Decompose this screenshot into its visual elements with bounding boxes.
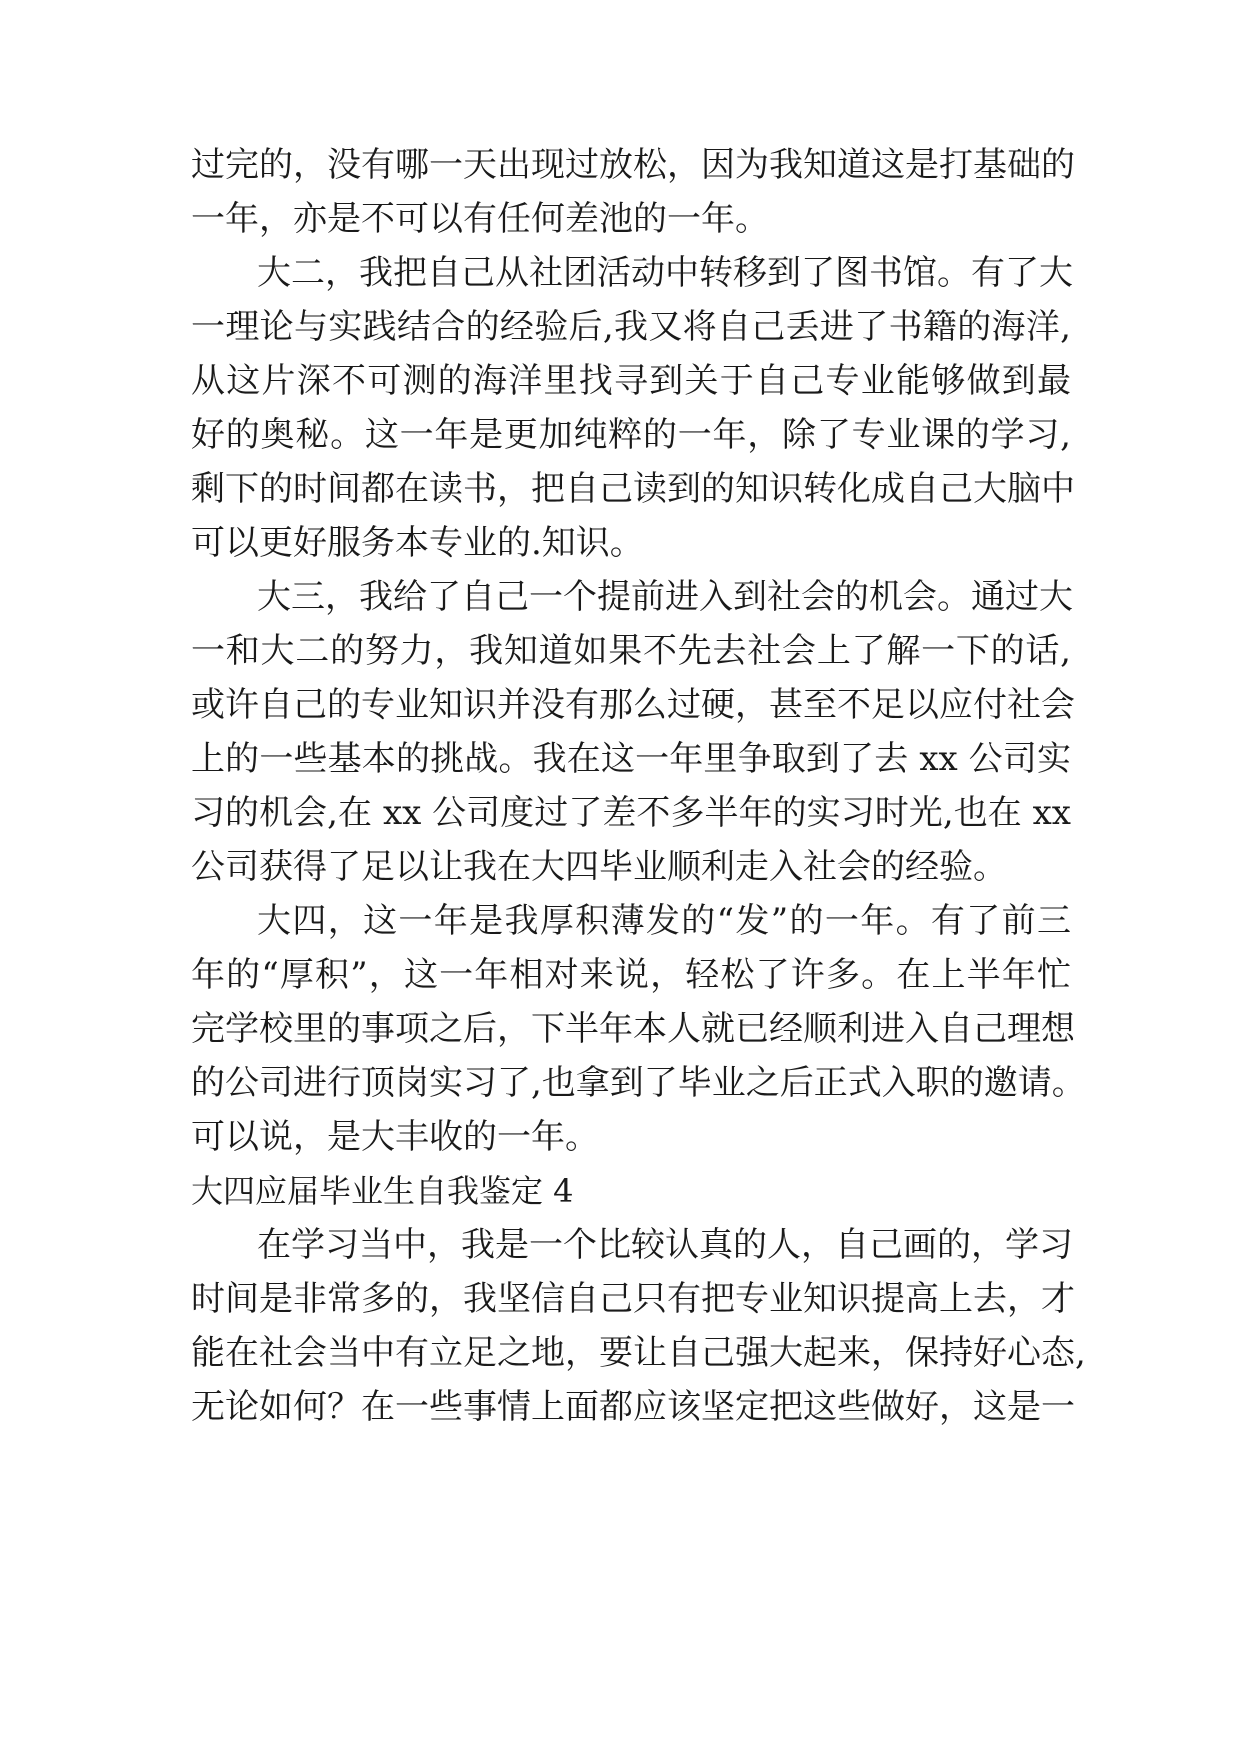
text-line: 完学校里的事项之后，下半年本人就已经顺利进入自己理想 <box>191 1009 1075 1049</box>
paragraph-start-line: 在学习当中，我是一个比较认真的人，自己画的，学习 <box>257 1225 1073 1265</box>
text-line: 好的奥秘。这一年是更加纯粹的一年，除了专业课的学习, <box>191 415 1071 455</box>
text-line: 能在社会当中有立足之地，要让自己强大起来，保持好心态, <box>191 1333 1086 1373</box>
text-line: 上的一些基本的挑战。我在这一年里争取到了去 xx 公司实 <box>191 739 1071 779</box>
paragraph-start-line: 大三，我给了自己一个提前进入到社会的机会。通过大 <box>257 577 1073 617</box>
text-line: 年的“厚积”，这一年相对来说，轻松了许多。在上半年忙 <box>191 955 1071 995</box>
text-line: 的公司进行顶岗实习了,也拿到了毕业之后正式入职的邀请。 <box>191 1063 1086 1103</box>
text-line: 时间是非常多的，我坚信自己只有把专业知识提高上去，才 <box>191 1279 1075 1319</box>
text-line: 从这片深不可测的海洋里找寻到关于自己专业能够做到最 <box>191 361 1071 401</box>
section-heading: 大四应届毕业生自我鉴定 4 <box>191 1172 574 1210</box>
text-line: 剩下的时间都在读书，把自己读到的知识转化成自己大脑中 <box>191 469 1075 509</box>
text-line: 公司获得了足以让我在大四毕业顺利走入社会的经验。 <box>191 847 1007 887</box>
text-line: 过完的，没有哪一天出现过放松，因为我知道这是打基础的 <box>191 145 1075 185</box>
text-line: 无论如何？在一些事情上面都应该坚定把这些做好，这是一 <box>191 1387 1075 1427</box>
text-line: 一和大二的努力，我知道如果不先去社会上了解一下的话, <box>191 631 1071 671</box>
text-line: 可以说，是大丰收的一年。 <box>191 1117 599 1157</box>
text-line: 或许自己的专业知识并没有那么过硬，甚至不足以应付社会 <box>191 685 1075 725</box>
text-line: 一年，亦是不可以有任何差池的一年。 <box>191 199 769 239</box>
text-line: 一理论与实践结合的经验后,我又将自己丢进了书籍的海洋, <box>191 307 1071 347</box>
text-line: 习的机会,在 xx 公司度过了差不多半年的实习时光,也在 xx <box>191 793 1071 833</box>
paragraph-start-line: 大四，这一年是我厚积薄发的“发”的一年。有了前三 <box>257 901 1071 941</box>
text-line: 可以更好服务本专业的.知识。 <box>191 523 644 563</box>
paragraph-start-line: 大二，我把自己从社团活动中转移到了图书馆。有了大 <box>257 253 1073 293</box>
